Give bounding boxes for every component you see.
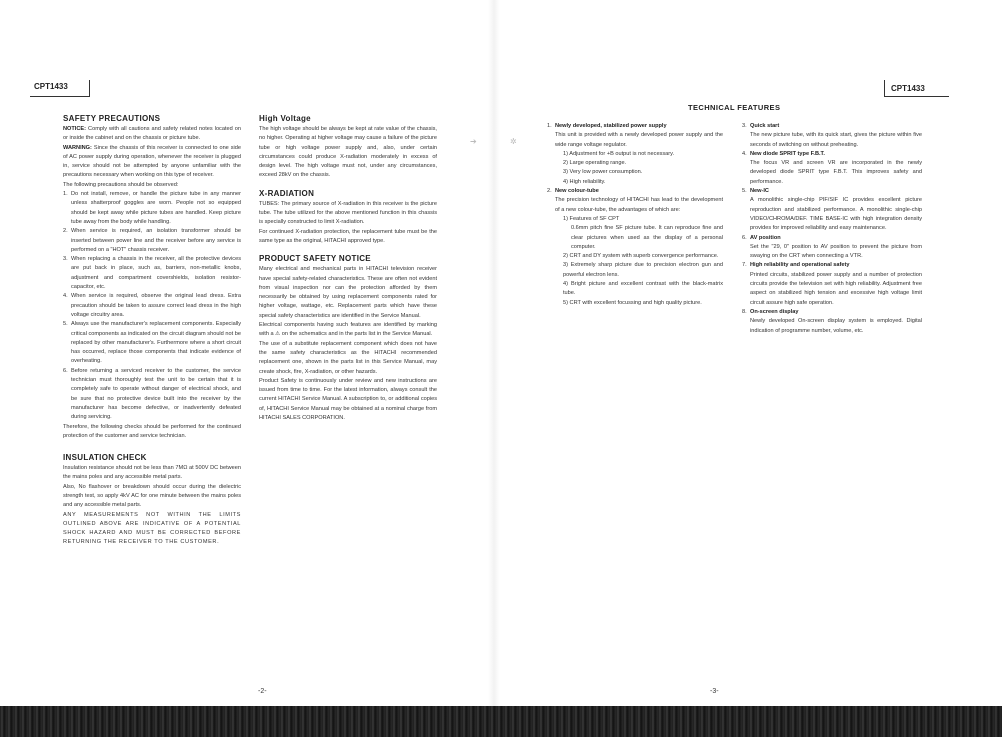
precautions-intro: The following precautions should be observed: — [63, 181, 179, 188]
safety-closing: Therefore, the following checks should be performed for the continued protection of the customer and service technician. — [63, 423, 241, 439]
product-safety-heading: PRODUCT SAFETY NOTICE — [259, 254, 371, 264]
xradiation-p1: TUBES: The primary source of X-radiation in this receiver is the picture tube. The tube utilized for the above mentioned function in this chassis is specially constructed to limit X-radiation. — [259, 200, 437, 226]
feature-item: 6. AV position Set the "29, 0" position to AV position to prevent the picture from swaying on the CRT when connecting a VTR. — [742, 234, 922, 260]
notice-paragraph: NOTICE: Comply with all cautions and safety related notes located on or inside the cabinet and on the chassis or picture tube. — [63, 126, 241, 142]
safety-heading: SAFETY PRECAUTIONS — [63, 114, 161, 123]
xradiation-p2: For continued X-radiation protection, the replacement tube must be the same type as the original, HITACHI approved type. — [259, 228, 437, 244]
xradiation-heading: X-RADIATION — [259, 188, 315, 198]
feature-item: 5. New-IC A monolithic single-chip PIF/SIF IC provides excellent picture reproduction and stabilized performance. A monolithic single-chip VIDEO/CHROMA/DEF. TIME BASE-IC with high integration density provides for improved reliability and easy maintenance. — [742, 188, 922, 232]
high-voltage-text: The high voltage should be always be kept at rate value of the chassis, no higher. Operating at higher voltage may cause a failure of the picture tube or high voltage power supply and, also, under certain circumstances could produce X-radiation moderately in excess of design level. The high voltage must not, under any circumstances, exceed 28kV on the chassis. — [259, 126, 437, 179]
list-item: 2. When service is required, an isolation transformer should be inserted between power line and the receiver before any service is performed on a "HOT" chassis receiver. — [63, 228, 241, 253]
voltage-column — [259, 114, 437, 423]
technical-features-heading: TECHNICAL FEATURES — [688, 103, 781, 112]
product-safety-p4: Product Safety is continuously under review and new instructions are issued from time to time. For the latest information, always consult the current HITACHI Service Manual. A subscription to, or additional copies of, HITACHI Service Manual may be obtained at a nominal charge from HITACHI SALES CORPORATION. — [259, 377, 437, 422]
insulation-warning: ANY MEASUREMENTS NOT WITHIN THE LIMITS OUTLINED ABOVE ARE INDICATIVE OF A POTENTIAL SHOCK HAZARD AND MUST BE CORRECTED BEFORE RETURNING THE RECEIVER TO THE CUSTOMER. — [63, 511, 241, 546]
list-item: 1. Do not install, remove, or handle the picture tube in any manner unless shatterproof goggles are worn. People not so equipped should be kept away while picture tubes are handled. Keep picture tube away from the body while handling. — [63, 191, 241, 225]
list-item: 5. Always use the manufacturer's replacement components. Especially critical components as indicated on the circuit diagram should not be replaced by other manufacturer's. Furthermore where a short circuit has occurred, replace those components that indicate evidence of overheating. — [63, 321, 241, 365]
model-label-left: CPT1433 — [30, 80, 90, 97]
warning-paragraph: WARNING: Since the chassis of this receiver is connected to one side of AC power supply during operation, whenever the receiver is plugged in, service should not be attempted by anyone unfamiliar with the precautions necessary when working on this type of receiver. — [63, 144, 241, 179]
precautions-list — [63, 190, 241, 422]
insulation-p2: Also, No flashover or breakdown should occur during the dielectric strength test, so apply 4kV AC for one minute between the mains poles and any accessible metal parts. — [63, 483, 241, 509]
insulation-p1: Insulation resistance should not be less than 7MΩ at 500V DC between the mains poles and any accessible metal parts. — [63, 465, 241, 481]
list-item: 4. When service is required, observe the original lead dress. Extra precaution should be taken to assure correct lead dress in the high voltage circuitry area. — [63, 293, 241, 318]
high-voltage-heading: High Voltage — [259, 114, 311, 123]
page-gutter — [488, 0, 500, 737]
feature-item: 8. On-screen display Newly developed On-screen display system is employed. Digital indication of programme number, volume, etc. — [742, 308, 922, 334]
binding-mark-icon: ✲ — [510, 137, 517, 146]
feature-item: 4. New diode SPRIT type F.B.T. The focus VR and screen VR are incorporated in the newly developed diode SPRIT type F.B.T. This improves safety and performance. — [742, 150, 922, 185]
model-label-right: CPT1433 — [884, 80, 949, 97]
list-item: 6. Before returning a serviced receiver to the customer, the service technician must thoroughly test the unit to be certain that it is completely safe to operate without danger of electrical shock, and be sure that no protective device built into the receiver by the manufacturer has become defective, or inadvertently defeated during servicing. — [63, 367, 241, 421]
safety-column — [63, 114, 241, 548]
feature-item: 2. New colour-tube The precision technology of HITACHI has lead to the development of a new colour-tube, the advantages of which are: 1) Features of SF CPT 0.6mm pitch fine SF picture tube. It can reproduce fine and clear pictures when used as the display of a personal computer. 2) CRT and DY system with superb convergence performance. 3) Extremely sharp picture due to precision electron gun and powerful electron lens. 4) Bright picture and excellent contrast with the black-matrix tube. 5) CRT with excellent focussing and high quality picture. — [547, 188, 723, 306]
insulation-heading: INSULATION CHECK — [63, 453, 147, 463]
product-safety-p3: The use of a substitute replacement component which does not have the same safety characteristics as the HITACHI recommended replacement one, shown in the parts list in this Service Manual, may create shock, fire, X-radiation, or other hazards. — [259, 340, 437, 375]
features-column-1 — [547, 122, 723, 308]
product-safety-p1: Many electrical and mechanical parts in HITACHI television receiver have special safety-related characteristics. These are often not evident from visual inspection nor can the protection afforded by them necessarily be obtained by using replacement components rated for higher voltage, wattage, etc. Replacement parts which have these special safety characteristics are identified in the Service Manual. — [259, 266, 437, 319]
page-number-left: -2- — [258, 688, 267, 695]
scan-edge-band — [0, 706, 1002, 737]
binding-mark-icon: ➔ — [470, 137, 477, 146]
feature-item: 7. High reliability and operational safety Printed circuits, stabilized power supply and a number of protection circuits provide the television set with high reliability. Adjustment free aspect on stabilized high tension and excessive high voltage limit circuit assure high safe operation. — [742, 262, 922, 306]
page-number-right: -3- — [710, 688, 719, 695]
product-safety-p2: Electrical components having such features are identified by marking with a ⚠ on the schematics and in the parts list in the Service Manual. — [259, 322, 437, 338]
features-column-2 — [742, 122, 922, 336]
list-item: 3. When replacing a chassis in the receiver, all the protective devices are put back in place, such as, barriers, non-metallic knobs, adjustment and compartment covershields, isolation resistor-capacitor, etc. — [63, 256, 241, 291]
feature-item: 3. Quick start The new picture tube, with its quick start, gives the picture within five seconds of switching on without preheating. — [742, 123, 922, 148]
right-page — [500, 0, 1002, 737]
left-page — [0, 0, 488, 737]
feature-item: 1. Newly developed, stabilized power supply This unit is provided with a newly developed power supply and the wide range voltage regulator. 1) Adjustment for +B output is not necessary. 2) Large operating range. 3) Very low power consumption. 4) High reliability. — [547, 123, 723, 185]
